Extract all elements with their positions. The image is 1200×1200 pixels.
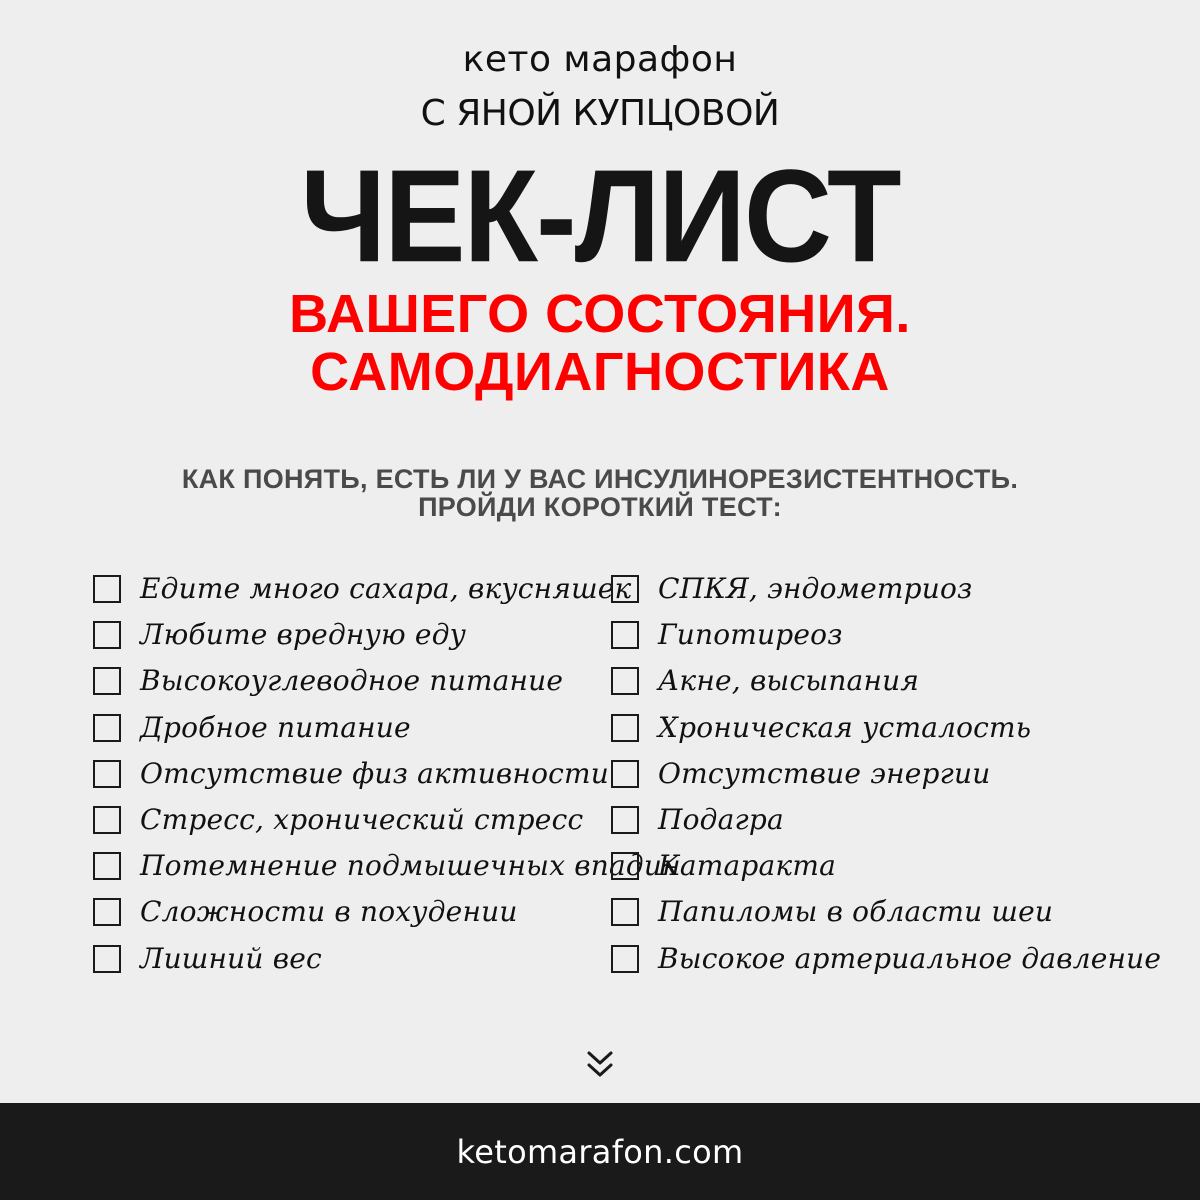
- checkbox[interactable]: [93, 714, 121, 742]
- checklist-item-label: Подагра: [658, 803, 784, 837]
- checkbox[interactable]: [611, 575, 639, 603]
- checklist-item[interactable]: [611, 612, 1151, 658]
- website-link[interactable]: ketomarafon.com: [456, 1132, 744, 1171]
- checklist-item[interactable]: [611, 705, 1151, 751]
- checklist-item[interactable]: [93, 936, 633, 982]
- checklist-item[interactable]: [611, 751, 1151, 797]
- checkbox[interactable]: [93, 852, 121, 880]
- checklist-item[interactable]: [611, 889, 1151, 935]
- checklist-item[interactable]: [611, 936, 1162, 982]
- checklist-item[interactable]: [611, 843, 1151, 889]
- test-question: [0, 465, 1200, 521]
- checklist-item[interactable]: [611, 797, 1151, 843]
- checklist-left-column: [93, 566, 681, 982]
- checklist-item-label: Едите много сахара, вкусняшек: [140, 572, 632, 606]
- checklist-item[interactable]: [93, 797, 633, 843]
- brand-header: [0, 36, 1200, 132]
- checklist-item[interactable]: [93, 751, 633, 797]
- checklist-right-column: [611, 566, 1162, 982]
- checklist-item[interactable]: [93, 705, 633, 751]
- checkbox[interactable]: [93, 945, 121, 973]
- checklist-item-label: Высокоуглеводное питание: [140, 664, 564, 698]
- checkbox[interactable]: [93, 575, 121, 603]
- checklist-item-label: Сложности в похудении: [140, 895, 518, 929]
- checklist-item-label: СПКЯ, эндометриоз: [658, 572, 973, 606]
- checklist-item[interactable]: [93, 658, 633, 704]
- checkbox[interactable]: [611, 760, 639, 788]
- checklist-item[interactable]: [93, 612, 633, 658]
- checkbox[interactable]: [611, 898, 639, 926]
- checkbox[interactable]: [93, 806, 121, 834]
- chevrons-down-icon: [583, 1048, 617, 1082]
- checklist-item-label: Любите вредную еду: [140, 618, 467, 652]
- checkbox[interactable]: [93, 760, 121, 788]
- checklist-item[interactable]: [611, 566, 1151, 612]
- checkbox[interactable]: [611, 621, 639, 649]
- checkbox[interactable]: [93, 898, 121, 926]
- checklist-item[interactable]: [93, 843, 681, 889]
- checklist-item-label: Катаракта: [658, 849, 836, 883]
- checkbox[interactable]: [611, 852, 639, 880]
- question-line-2: ПРОЙДИ КОРОТКИЙ ТЕСТ:: [418, 492, 782, 522]
- question-line-1: КАК ПОНЯТЬ, ЕСТЬ ЛИ У ВАС ИНСУЛИНОРЕЗИСТЕНТНОСТЬ.: [181, 464, 1019, 494]
- checklist-item-label: Дробное питание: [140, 710, 411, 744]
- checklist-item-label: Отсутствие энергии: [658, 756, 991, 790]
- subtitle-line-2: САМОДИАГНОСТИКА: [310, 342, 890, 402]
- checkbox[interactable]: [93, 667, 121, 695]
- checklist-item-label: Хроническая усталость: [658, 710, 1032, 744]
- footer-bar: [0, 1103, 1200, 1200]
- page-title: ЧЕК-ЛИСТ: [300, 142, 900, 290]
- checkbox[interactable]: [611, 806, 639, 834]
- subtitle-line-1: ВАШЕГО СОСТОЯНИЯ.: [289, 284, 911, 344]
- checklist-item[interactable]: [611, 658, 1151, 704]
- checkbox[interactable]: [93, 621, 121, 649]
- checklist-item[interactable]: [93, 566, 633, 612]
- checkbox[interactable]: [611, 945, 639, 973]
- brand-title: кето марафон: [462, 39, 738, 80]
- checklist-item-label: Высокое артериальное давление: [658, 941, 1162, 975]
- checklist-item-label: Папиломы в области шеи: [658, 895, 1054, 929]
- checklist-item-label: Стресс, хронический стресс: [140, 803, 584, 837]
- brand-author: С ЯНОЙ КУПЦОВОЙ: [420, 93, 780, 134]
- checklist-item-label: Потемнение подмышечных впадин: [140, 849, 681, 883]
- checklist-item-label: Гипотиреоз: [658, 618, 843, 652]
- checkbox[interactable]: [611, 714, 639, 742]
- checklist-item[interactable]: [93, 889, 633, 935]
- checklist-item-label: Отсутствие физ активности: [140, 756, 609, 790]
- subtitle: [0, 285, 1200, 401]
- checklist-item-label: Лишний вес: [140, 941, 322, 975]
- checklist-item-label: Акне, высыпания: [658, 664, 920, 698]
- checkbox[interactable]: [611, 667, 639, 695]
